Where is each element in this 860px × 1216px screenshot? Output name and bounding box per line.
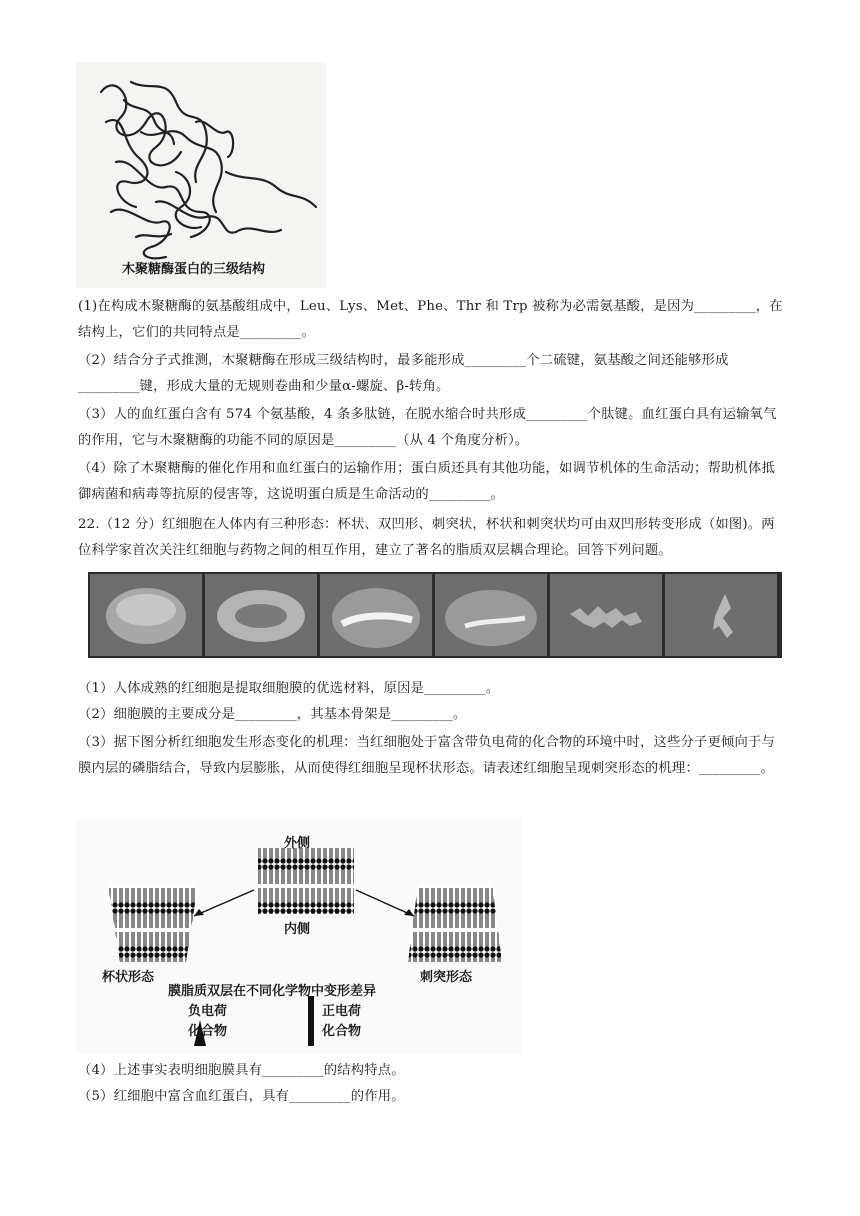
question-22-part-3: （3）据下图分析红细胞发生形态变化的机理：当红细胞处于富含带负电荷的化合物的环境中时，这些分子更倾向于与膜内层的磷脂结合，导致内层膨胀，从而使得红细胞呈现杯状形态。请表述红细胞呈现刺突形态的机理：_________。 — [78, 735, 775, 776]
micrograph-spiky-fragment — [665, 574, 777, 656]
micrograph-biconcave-cell-2 — [435, 574, 547, 656]
figure3-title: 膜脂质双层在不同化学物中变形差异 — [168, 984, 377, 999]
cup-bilayer — [108, 884, 198, 962]
negative-label-1: 负电荷 — [188, 1004, 228, 1019]
xylanase-structure-figure — [76, 62, 326, 288]
positive-label-1: 正电荷 — [322, 1004, 362, 1019]
outer-label: 外侧 — [284, 836, 311, 851]
inner-label: 内侧 — [284, 922, 311, 937]
positive-label-2: 化合物 — [322, 1024, 362, 1039]
question-22-part-2: （2）细胞膜的主要成分是_________，其基本骨架是_________。 — [78, 707, 467, 722]
question-22-part-5: （5）红细胞中富含血红蛋白，具有_________的作用。 — [78, 1089, 405, 1104]
micrograph-transition-cell — [205, 574, 317, 656]
micrograph-biconcave-cell — [320, 574, 432, 656]
question-22-part-1: （1）人体成熟的红细胞是提取细胞膜的优选材料，原因是_________。 — [78, 681, 500, 696]
cup-shape-label: 杯状形态 — [102, 970, 155, 985]
question-21-part-3: （3）人的血红蛋白含有 574 个氨基酸，4 条多肽链，在脱水缩合时共形成_________个肽键。血红蛋白具有运输氧气的作用，它与木聚糖酶的功能不同的原因是_________（从 4 个角度分析）。 — [78, 407, 777, 448]
spike-shape-label: 刺突形态 — [420, 970, 473, 985]
spike-bilayer — [408, 884, 502, 962]
micrograph-cup-cell — [90, 574, 202, 656]
positive-bar-icon — [308, 996, 314, 1046]
question-22-intro: 22.（12 分）红细胞在人体内有三种形态：杯状、双凹形、刺突状，杯状和刺突状均可由双凹形转变形成（如图)。两位科学家首次关注红细胞与药物之间的相互作用，建立了著名的脂质双层耦合理论。回答下列问题。 — [78, 517, 775, 558]
protein-ribbon-illustration — [76, 62, 326, 288]
red-blood-cell-micrographs — [88, 572, 782, 658]
question-22-part-4: （4）上述事实表明细胞膜具有_________的结构特点。 — [78, 1063, 405, 1078]
lipid-bilayer-figure — [76, 820, 522, 1054]
question-21-part-4: （4）除了木聚糖酶的催化作用和血红蛋白的运输作用；蛋白质还具有其他功能，如调节机体的生命活动；帮助机体抵御病菌和病毒等抗原的侵害等，这说明蛋白质是生命活动的_________。 — [78, 461, 775, 502]
micrograph-spiky-cell — [550, 574, 662, 656]
question-21-part-2: （2）结合分子式推测，木聚糖酶在形成三级结构时，最多能形成_________个二硫键，氨基酸之间还能够形成_________键，形成大量的无规则卷曲和少量α-螺旋、β-转角。 — [78, 353, 729, 394]
negative-label-2: 化合物 — [188, 1024, 228, 1039]
question-21-part-1: (1)在构成木聚糖酶的氨基酸组成中，Leu、Lys、Met、Phe、Thr 和 Trp 被称为必需氨基酸，是因为_________，在结构上，它们的共同特点是_________。 — [78, 299, 783, 340]
figure-caption: 木聚糖酶蛋白的三级结构 — [122, 262, 266, 277]
bilayer-diagram — [76, 820, 522, 1054]
